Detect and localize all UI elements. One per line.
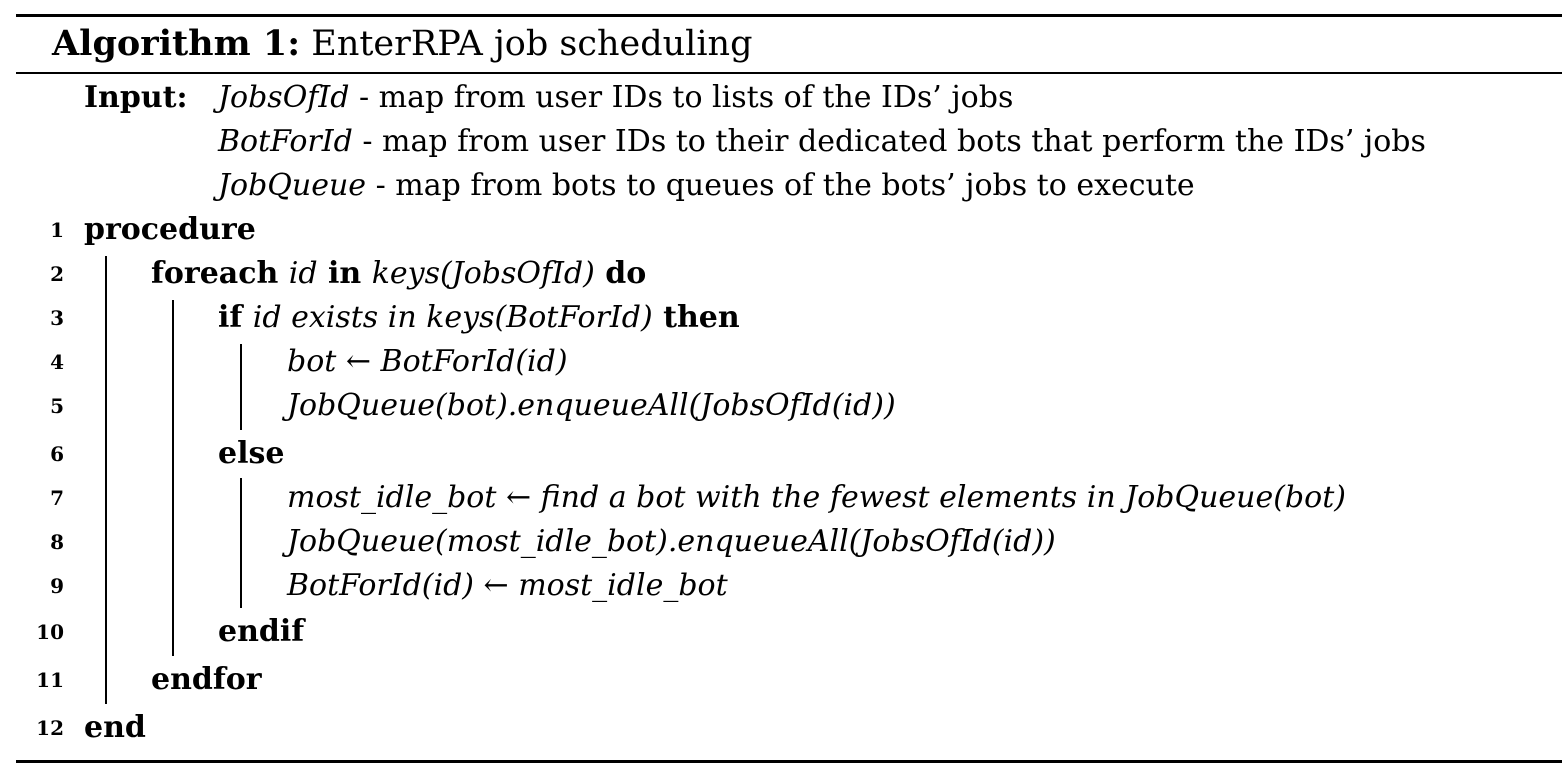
input-jobqueue — [218, 164, 1195, 208]
algorithm-line — [0, 208, 1562, 252]
algorithm-label: Algorithm 1: — [52, 23, 301, 64]
line-number: 6 — [50, 442, 64, 466]
if-block-bar — [172, 300, 174, 656]
header-rule — [16, 72, 1562, 74]
foreach-block-bar — [105, 256, 107, 704]
line-code — [287, 340, 568, 384]
algorithm-line — [0, 658, 1562, 702]
keyword: do — [594, 256, 647, 291]
keyword: in — [317, 256, 372, 291]
keyword: endif — [218, 614, 305, 649]
keyword: else — [218, 436, 285, 471]
expression: JobQueue(bot).enqueueAll(JobsOfId(id)) — [287, 388, 896, 423]
expression: bot ← BotForId(id) — [287, 344, 568, 379]
algorithm-line — [0, 706, 1562, 750]
line-code — [151, 658, 262, 702]
line-code — [84, 208, 256, 252]
expression: JobQueue(most_idle_bot).enqueueAll(JobsOfId(id)) — [287, 524, 1056, 559]
keyword: then — [652, 300, 740, 335]
line-number: 7 — [50, 486, 64, 510]
then-block-bar — [240, 344, 242, 430]
line-number: 1 — [50, 218, 64, 242]
expression: id — [288, 256, 318, 291]
input-desc: - map from user IDs to their dedicated bots that perform the IDs’ jobs — [352, 124, 1426, 159]
line-number: 8 — [50, 530, 64, 554]
algorithm-line — [0, 340, 1562, 384]
line-code — [218, 296, 740, 340]
line-code — [84, 706, 146, 750]
keyword: endfor — [151, 662, 262, 697]
line-code — [218, 610, 304, 654]
keyword: end — [84, 710, 146, 745]
algorithm-line — [0, 252, 1562, 296]
line-number: 10 — [36, 620, 64, 644]
keyword: procedure — [84, 212, 256, 247]
line-number: 11 — [36, 668, 64, 692]
line-code — [287, 564, 728, 608]
algorithm-line — [0, 476, 1562, 520]
input-name: JobQueue — [218, 168, 367, 203]
line-number: 4 — [50, 350, 64, 374]
bottom-rule — [16, 760, 1562, 763]
input-name: BotForId — [218, 124, 353, 159]
top-rule — [16, 14, 1562, 17]
input-jobsofid — [218, 76, 1013, 120]
keyword: if — [218, 300, 253, 335]
input-label: Input: — [84, 80, 188, 115]
algorithm-line — [0, 432, 1562, 476]
algorithm-line — [0, 610, 1562, 654]
line-number: 9 — [50, 574, 64, 598]
expression: id exists in keys(BotForId) — [252, 300, 653, 335]
else-block-bar — [240, 478, 242, 608]
line-code — [151, 252, 646, 296]
expression: keys(JobsOfId) — [371, 256, 595, 291]
line-code — [287, 476, 1346, 520]
line-code — [218, 432, 284, 476]
input-name: JobsOfId — [218, 80, 350, 115]
line-code — [287, 384, 896, 428]
line-number: 2 — [50, 262, 64, 286]
line-number: 3 — [50, 306, 64, 330]
algorithm-name: EnterRPA job scheduling — [311, 24, 753, 64]
input-botforid — [218, 120, 1426, 164]
expression: most_idle_bot ← find a bot with the fewest elements in JobQueue(bot) — [287, 480, 1346, 515]
expression: BotForId(id) ← most_idle_bot — [287, 568, 728, 603]
algorithm-line — [0, 296, 1562, 340]
line-number: 12 — [36, 716, 64, 740]
input-desc: - map from user IDs to lists of the IDs’ jobs — [349, 80, 1014, 115]
algorithm-line — [0, 564, 1562, 608]
algorithm-title — [52, 18, 753, 70]
algorithm-line — [0, 384, 1562, 428]
algorithm-line — [0, 520, 1562, 564]
line-number: 5 — [50, 394, 64, 418]
keyword: foreach — [151, 256, 289, 291]
input-desc: - map from bots to queues of the bots’ jobs to execute — [366, 168, 1195, 203]
line-code — [287, 520, 1056, 564]
